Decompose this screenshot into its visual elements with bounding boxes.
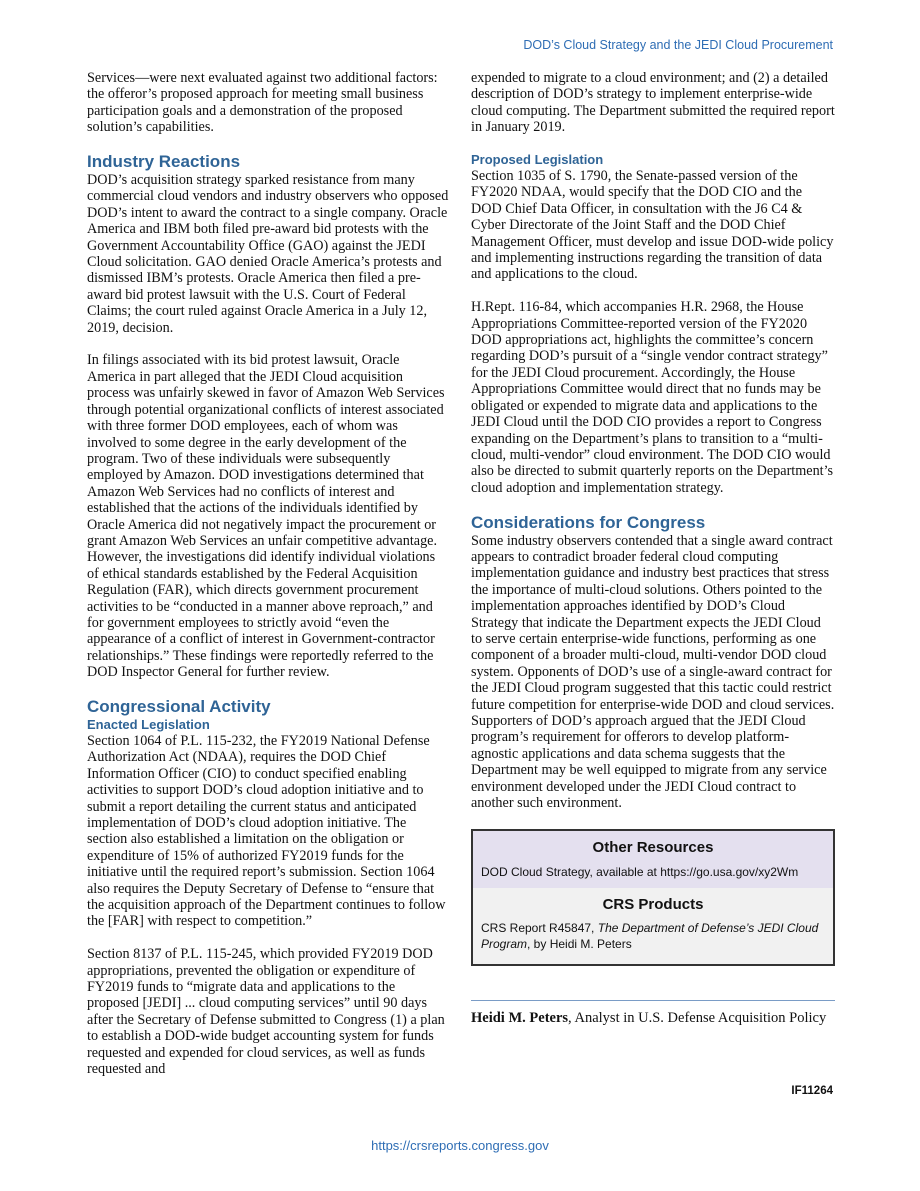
paragraph: Section 1064 of P.L. 115-232, the FY2019 National Defense Authorization Act (NDAA), requires the DOD Chief Information Officer (CIO) to conduct specified enabling activities to support DOD’s cloud adoption initiative and to submit a report detailing the current status and anticipated implementation of DOD’s cloud adoption initiative. The section also established a limitation on the obligation or expenditure of 15% of authorized FY2019 funds for the initiative until the required report’s submission. Section 1064 also requires the Deputy Secretary of Defense to “ensure that the acquisition approach of the Department continues to follow the [FAR] with respect to competition.” [87, 732, 446, 930]
paragraph: Some industry observers contended that a single award contract appears to contradict broader federal cloud computing implementation guidance and industry best practices that stress the importance of multi-cloud solutions. Others pointed to the implementation approaches identified by DOD’s Cloud Strategy that indicate the Department expects the JEDI Cloud to serve certain enterprise-wide functions, performing as one component of a broader multi-cloud, multi-vendor DOD cloud system. Opponents of DOD’s use of a single-award contract for the JEDI Cloud program suggested that this tactic could restrict future competition for enterprise-wide DOD and cloud services. Supporters of DOD’s approach argued that the JEDI Cloud program’s requirement for offerors to develop platform-agnostic applications and data schema suggests that the Department may be well equipped to migrate from any service environment developed under the JEDI Cloud contract to another such environment. [471, 532, 835, 812]
paragraph: H.Rept. 116-84, which accompanies H.R. 2968, the House Appropriations Committee-reported version of the FY2020 DOD appropriations act, highlights the committee’s concern regarding DOD’s pursuit of a “single vendor contract strategy” for the JEDI Cloud procurement. Accordingly, the House Appropriations Committee would direct that no funds may be obligated or expended to migrate data and applications to the JEDI Cloud until the DOD CIO provides a report to Congress expanding on the Department’s plans to transition to a “multi-cloud, multi-vendor” cloud environment. The DOD CIO would also be directed to submit quarterly reports on the Department’s cloud adoption and implementation strategy. [471, 299, 834, 496]
running-header-title: DOD’s Cloud Strategy and the JEDI Cloud Procurement [523, 38, 833, 52]
paragraph: Section 8137 of P.L. 115-245, which provided FY2019 DOD appropriations, prevented the obligation or expenditure of FY2019 funds to “migrate data and applications to the proposed [JEDI] ... cloud computing services” until 90 days after the Secretary of Defense submitted to Congress (1) a plan to establish a DOD-wide budget accounting system for funds requested and expended for cloud services, as well as funds requested and [87, 946, 445, 1078]
section-heading-congressional-activity: Congressional Activity [87, 696, 271, 716]
crs-product-item [481, 920, 825, 952]
paragraph: Services—were next evaluated against two additional factors: the offeror’s proposed approach for meeting small business participation goals and a demonstration of the proposed solution’s capabilities. [87, 70, 438, 136]
section-heading-considerations: Considerations for Congress [471, 512, 706, 532]
paragraph: expended to migrate to a cloud environment; and (2) a detailed description of DOD’s strategy to implement enterprise-wide cloud computing. The Department submitted the required report in January 2019. [471, 70, 835, 136]
author-role: , Analyst in U.S. Defense Acquisition Policy [568, 1010, 827, 1027]
other-resources-section [473, 831, 833, 887]
author-line [471, 1009, 835, 1027]
resources-box [471, 829, 835, 966]
crs-report-author: , by Heidi M. Peters [527, 937, 632, 952]
author-name: Heidi M. Peters [471, 1010, 569, 1027]
crs-products-title: CRS Products [602, 895, 704, 913]
crs-report-title: The Department of Defense’s JEDI Cloud Program [481, 921, 819, 952]
crs-products-section [473, 888, 833, 964]
paragraph: DOD’s acquisition strategy sparked resistance from many commercial cloud vendors and industry observers who opposed DOD’s intent to award the contract to a single company. Oracle America and IBM both filed pre-award bid protests with the Government Accountability Office (GAO) against the JEDI Cloud solicitation. GAO denied Oracle America’s protests and dismissed IBM’s protests. Oracle America then filed a pre-award bid protest lawsuit with the U.S. Court of Federal Claims; the court ruled against Oracle America in a July 12, 2019, decision. [87, 172, 449, 336]
document-id: IF11264 [791, 1085, 833, 1097]
subheading-proposed-legislation: Proposed Legislation [471, 152, 604, 168]
footer-url-link[interactable]: https://crsreports.congress.gov [371, 1138, 549, 1153]
section-heading-industry-reactions: Industry Reactions [87, 152, 241, 172]
other-resources-title: Other Resources [592, 839, 714, 857]
left-column [87, 70, 449, 1078]
paragraph: In filings associated with its bid protest lawsuit, Oracle America in part alleged that the JEDI Cloud acquisition process was unfairly skewed in favor of Amazon Web Services through potential organizational conflicts of interest associated with three former DOD employees, each of whom was involved to some degree in the early development of the program. Two of these individuals were subsequently employed by Amazon. DOD investigations determined that Amazon Web Services had no conflicts of interest and established that the actions of the individuals identified by Oracle America did not negatively impact the procurement or grant Amazon Web Services an unfair competitive advantage. However, the investigations did identify individual violations of ethical standards established by the Federal Acquisition Regulation (FAR), which directs government procurement activities to be “conducted in a manner above reproach,” and for government employees to strictly avoid “even the appearance of a conflict of interest in Government-contractor relationships.” These findings were reportedly referred to the DOD Inspector General for further review. [87, 352, 445, 681]
paragraph: Section 1035 of S. 1790, the Senate-passed version of the FY2020 NDAA, would specify that the DOD CIO and the DOD Chief Data Officer, in consultation with the J6 C4 & Cyber Directorate of the Joint Staff and the DOD Chief Management Officer, must develop and issue DOD-wide policy and implementing instructions regarding the transition of data and applications to the cloud. [471, 168, 834, 283]
subheading-enacted-legislation: Enacted Legislation [87, 716, 210, 732]
right-column [471, 70, 835, 1027]
other-resources-item: DOD Cloud Strategy, available at https://go.usa.gov/xy2Wm [481, 864, 799, 879]
author-divider [471, 1000, 835, 1001]
crs-report-number: CRS Report R45847, [481, 921, 598, 936]
